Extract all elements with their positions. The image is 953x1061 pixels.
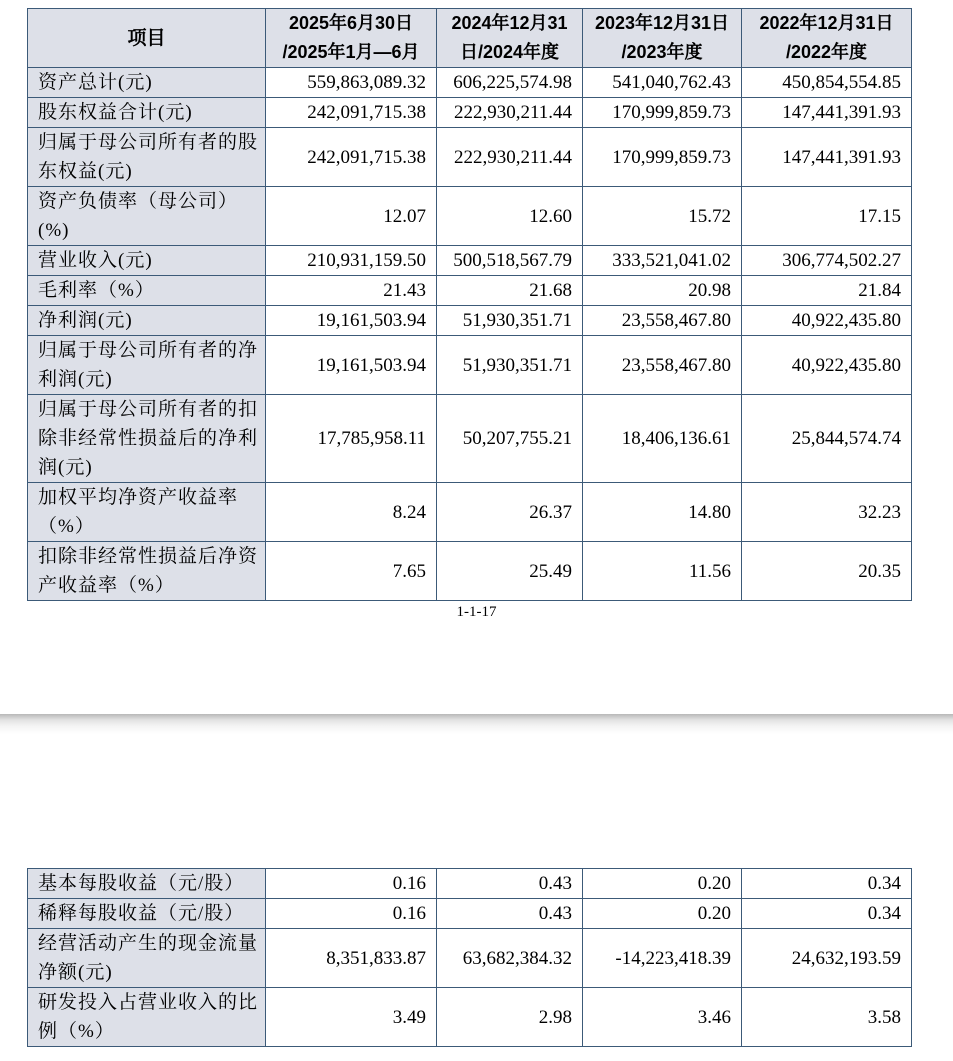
- cell-value: 541,040,762.43: [583, 68, 742, 98]
- cell-value: 559,863,089.32: [266, 68, 437, 98]
- row-label: 扣除非经常性损益后净资产收益率（%）: [28, 542, 266, 601]
- cell-value: 14.80: [583, 483, 742, 542]
- table-row: [28, 68, 912, 98]
- cell-value: 21.68: [437, 276, 583, 306]
- cell-value: 63,682,384.32: [437, 929, 583, 988]
- row-label: 加权平均净资产收益率（%）: [28, 483, 266, 542]
- cell-value: 23,558,467.80: [583, 306, 742, 336]
- cell-value: 170,999,859.73: [583, 128, 742, 187]
- cell-value: 11.56: [583, 542, 742, 601]
- header-2024: 2024年12月31 日/2024年度: [437, 9, 583, 68]
- row-label: 经营活动产生的现金流量净额(元): [28, 929, 266, 988]
- cell-value: 333,521,041.02: [583, 246, 742, 276]
- table-row: [28, 187, 912, 246]
- cell-value: 17.15: [742, 187, 912, 246]
- cell-value: 25,844,574.74: [742, 395, 912, 483]
- table-header-row: [28, 9, 912, 68]
- cell-value: 147,441,391.93: [742, 128, 912, 187]
- cell-value: 19,161,503.94: [266, 336, 437, 395]
- cell-value: 21.43: [266, 276, 437, 306]
- cell-value: 20.98: [583, 276, 742, 306]
- cell-value: 2.98: [437, 988, 583, 1047]
- cell-value: 242,091,715.38: [266, 98, 437, 128]
- cell-value: 12.60: [437, 187, 583, 246]
- table-row: [28, 98, 912, 128]
- page-separator: [0, 714, 953, 734]
- cell-value: 15.72: [583, 187, 742, 246]
- table-row: [28, 483, 912, 542]
- cell-value: 450,854,554.85: [742, 68, 912, 98]
- cell-value: 3.46: [583, 988, 742, 1047]
- row-label: 资产总计(元): [28, 68, 266, 98]
- cell-value: 51,930,351.71: [437, 306, 583, 336]
- row-label: 营业收入(元): [28, 246, 266, 276]
- row-label: 稀释每股收益（元/股）: [28, 899, 266, 929]
- cell-value: 0.20: [583, 869, 742, 899]
- cell-value: 8,351,833.87: [266, 929, 437, 988]
- cell-value: 21.84: [742, 276, 912, 306]
- cell-value: 20.35: [742, 542, 912, 601]
- cell-value: 8.24: [266, 483, 437, 542]
- header-item: 项目: [28, 9, 266, 68]
- table-row: [28, 128, 912, 187]
- cell-value: 147,441,391.93: [742, 98, 912, 128]
- header-2022: 2022年12月31日 /2022年度: [742, 9, 912, 68]
- cell-value: 3.49: [266, 988, 437, 1047]
- cell-value: 0.34: [742, 869, 912, 899]
- cell-value: 170,999,859.73: [583, 98, 742, 128]
- row-label: 归属于母公司所有者的扣除非经常性损益后的净利润(元): [28, 395, 266, 483]
- cell-value: 24,632,193.59: [742, 929, 912, 988]
- table-row: [28, 899, 912, 929]
- cell-value: 210,931,159.50: [266, 246, 437, 276]
- financial-indicators-table-continued: [27, 868, 912, 1047]
- table-row: [28, 246, 912, 276]
- header-2025h1: 2025年6月30日 /2025年1月—6月: [266, 9, 437, 68]
- table-row: [28, 336, 912, 395]
- page-number: 1-1-17: [456, 604, 497, 620]
- cell-value: 0.16: [266, 869, 437, 899]
- cell-value: 50,207,755.21: [437, 395, 583, 483]
- cell-value: 0.20: [583, 899, 742, 929]
- cell-value: 222,930,211.44: [437, 98, 583, 128]
- table-row: [28, 988, 912, 1047]
- cell-value: -14,223,418.39: [583, 929, 742, 988]
- table-row: [28, 276, 912, 306]
- row-label: 净利润(元): [28, 306, 266, 336]
- row-label: 毛利率（%）: [28, 276, 266, 306]
- cell-value: 606,225,574.98: [437, 68, 583, 98]
- row-label: 研发投入占营业收入的比例（%）: [28, 988, 266, 1047]
- cell-value: 7.65: [266, 542, 437, 601]
- cell-value: 0.34: [742, 899, 912, 929]
- cell-value: 32.23: [742, 483, 912, 542]
- cell-value: 23,558,467.80: [583, 336, 742, 395]
- cell-value: 222,930,211.44: [437, 128, 583, 187]
- cell-value: 17,785,958.11: [266, 395, 437, 483]
- table-row: [28, 869, 912, 899]
- row-label: 资产负债率（母公司）(%): [28, 187, 266, 246]
- cell-value: 25.49: [437, 542, 583, 601]
- cell-value: 0.43: [437, 869, 583, 899]
- table-row: [28, 542, 912, 601]
- table-row: [28, 929, 912, 988]
- cell-value: 500,518,567.79: [437, 246, 583, 276]
- cell-value: 18,406,136.61: [583, 395, 742, 483]
- cell-value: 51,930,351.71: [437, 336, 583, 395]
- cell-value: 306,774,502.27: [742, 246, 912, 276]
- cell-value: 242,091,715.38: [266, 128, 437, 187]
- cell-value: 19,161,503.94: [266, 306, 437, 336]
- row-label: 归属于母公司所有者的净利润(元): [28, 336, 266, 395]
- table-row: [28, 395, 912, 483]
- cell-value: 40,922,435.80: [742, 336, 912, 395]
- row-label: 归属于母公司所有者的股东权益(元): [28, 128, 266, 187]
- row-label: 股东权益合计(元): [28, 98, 266, 128]
- financial-indicators-table: [27, 8, 912, 601]
- table-row: [28, 306, 912, 336]
- cell-value: 0.16: [266, 899, 437, 929]
- header-2023: 2023年12月31日 /2023年度: [583, 9, 742, 68]
- cell-value: 40,922,435.80: [742, 306, 912, 336]
- row-label: 基本每股收益（元/股）: [28, 869, 266, 899]
- cell-value: 3.58: [742, 988, 912, 1047]
- cell-value: 12.07: [266, 187, 437, 246]
- cell-value: 0.43: [437, 899, 583, 929]
- cell-value: 26.37: [437, 483, 583, 542]
